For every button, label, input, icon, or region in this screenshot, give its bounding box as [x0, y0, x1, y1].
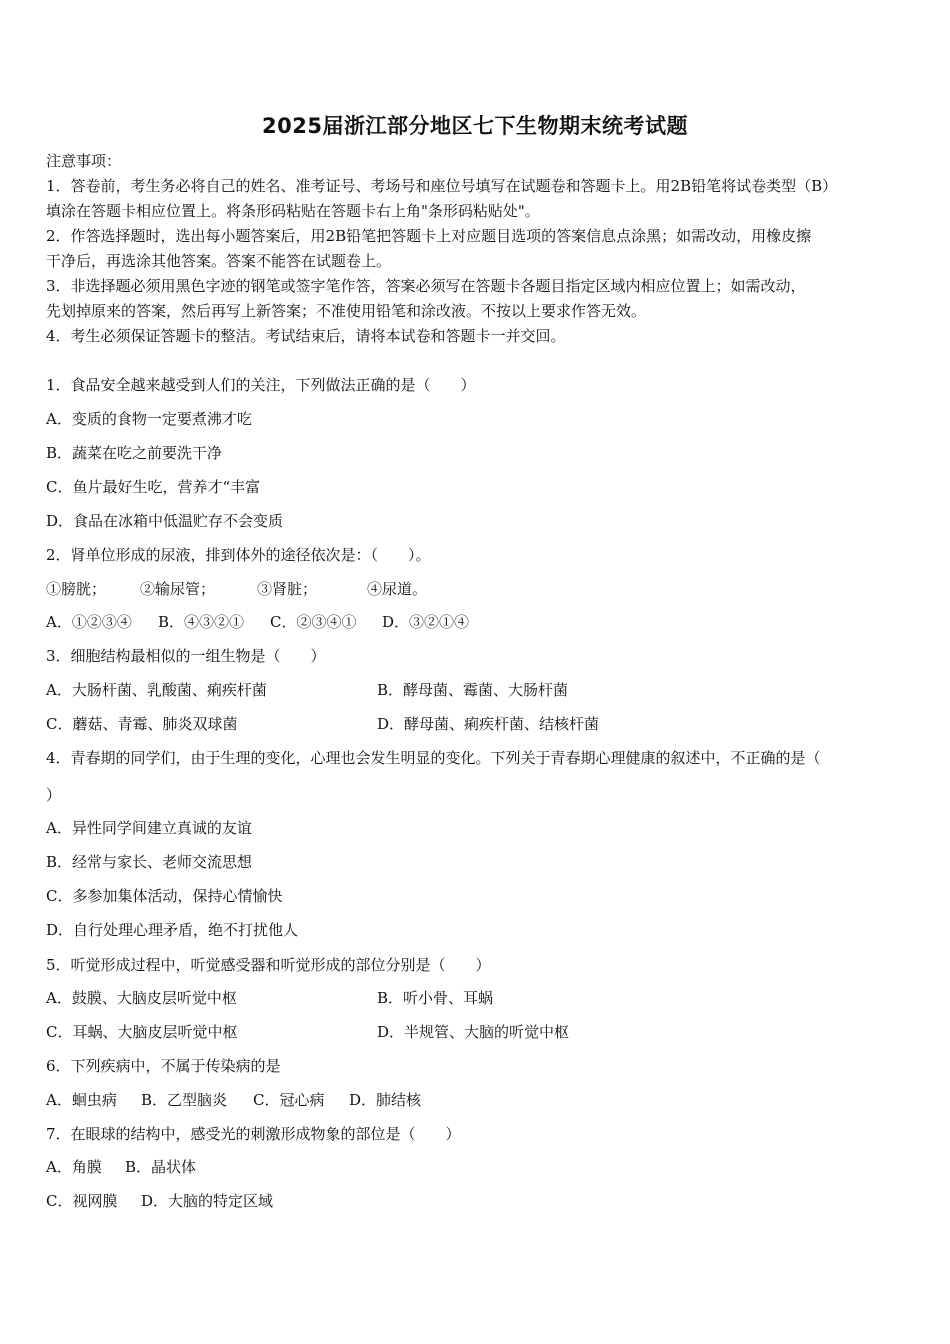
question-6-option-a: A．蛔虫病: [46, 1091, 117, 1109]
question-4-stem: 4．青春期的同学们，由于生理的变化，心理也会发生明显的变化。下列关于青春期心理健康的叙述中，不正确的是（: [46, 749, 821, 767]
question-6-option-b: B．乙型脑炎: [141, 1091, 228, 1109]
question-5-stem: 5．听觉形成过程中，听觉感受器和听觉形成的部位分别是（ ）: [46, 956, 491, 974]
question-1-stem: 1．食品安全越来越受到人们的关注，下列做法正确的是（ ）: [46, 376, 476, 394]
list-item: ③肾脏；: [257, 580, 318, 598]
question-3-option-c: C．蘑菇、青霉、肺炎双球菌: [46, 715, 238, 733]
notice-line: 填涂在答题卡相应位置上。将条形码粘贴在答题卡右上角"条形码粘贴处"。: [46, 202, 540, 220]
question-5-option-b: B．听小骨、耳蜗: [377, 989, 494, 1007]
notice-line: 3．非选择题必须用黑色字迹的钢笔或签字笔作答，答案必须写在答题卡各题目指定区域内相应位置上；如需改动，: [46, 277, 806, 295]
notice-line: 干净后，再选涂其他答案。答案不能答在试题卷上。: [46, 252, 392, 270]
question-7-option-a: A．角膜: [46, 1158, 102, 1176]
question-2-items: [46, 579, 906, 599]
question-7-options-row2: [46, 1191, 906, 1211]
question-6-option-d: D．肺结核: [349, 1091, 422, 1109]
question-7-option-b: B．晶状体: [125, 1158, 197, 1176]
question-4-option-c: C．多参加集体活动，保持心情愉快: [46, 887, 283, 905]
question-5-options-row2: [46, 1022, 906, 1042]
question-5-option-a: A．鼓膜、大脑皮层听觉中枢: [46, 989, 237, 1007]
notice-line: 1．答卷前，考生务必将自己的姓名、准考证号、考场号和座位号填写在试题卷和答题卡上。用2B铅笔将试卷类型（B）: [46, 177, 838, 195]
question-6-option-c: C．冠心病: [253, 1091, 325, 1109]
question-6-stem: 6．下列疾病中，不属于传染病的是: [46, 1057, 281, 1075]
question-4-stem-end: ）: [46, 786, 62, 804]
notice-heading: 注意事项：: [46, 152, 122, 170]
page-title: 2025届浙江部分地区七下生物期末统考试题: [262, 114, 688, 138]
notice-line: 2．作答选择题时，选出每小题答案后，用2B铅笔把答题卡上对应题目选项的答案信息点涂黑；如需改动，用橡皮擦: [46, 227, 812, 245]
question-1-option-d: D．食品在冰箱中低温贮存不会变质: [46, 512, 284, 530]
question-2-option-b: B．④③②①: [158, 613, 245, 631]
list-item: ④尿道。: [367, 580, 428, 598]
question-5-option-d: D．半规管、大脑的听觉中枢: [377, 1023, 570, 1041]
question-3-option-b: B．酵母菌、霉菌、大肠杆菌: [377, 681, 569, 699]
question-2-options: [46, 612, 906, 632]
notice-line: 先划掉原来的答案，然后再写上新答案；不准使用铅笔和涂改液。不按以上要求作答无效。: [46, 302, 647, 320]
list-item: ②输尿管；: [140, 580, 216, 598]
question-7-stem: 7．在眼球的结构中，感受光的刺激形成物象的部位是（ ）: [46, 1125, 461, 1143]
question-7-option-c: C．视网膜: [46, 1192, 118, 1210]
question-4-option-b: B．经常与家长、老师交流思想: [46, 853, 253, 871]
question-3-options-row2: [46, 714, 906, 734]
notice-line: 4．考生必须保证答题卡的整洁。考试结束后，请将本试卷和答题卡一并交回。: [46, 327, 566, 345]
question-3-options-row1: [46, 680, 906, 700]
question-2-stem: 2．肾单位形成的尿液，排到体外的途径依次是：（ ）。: [46, 546, 431, 564]
question-4-option-a: A．异性同学间建立真诚的友谊: [46, 819, 252, 837]
question-1-option-a: A．变质的食物一定要煮沸才吃: [46, 410, 252, 428]
list-item: ①膀胱；: [46, 580, 107, 598]
question-7-options-row1: [46, 1157, 906, 1177]
question-5-options-row1: [46, 988, 906, 1008]
question-5-option-c: C．耳蜗、大脑皮层听觉中枢: [46, 1023, 238, 1041]
question-6-options: [46, 1090, 906, 1110]
question-2-option-a: A．①②③④: [46, 613, 132, 631]
question-3-option-d: D．酵母菌、痢疾杆菌、结核杆菌: [377, 715, 600, 733]
question-1-option-c: C．鱼片最好生吃，营养才“丰富: [46, 478, 261, 496]
question-3-option-a: A．大肠杆菌、乳酸菌、痢疾杆菌: [46, 681, 267, 699]
question-1-option-b: B．蔬菜在吃之前要洗干净: [46, 444, 223, 462]
question-7-option-d: D．大脑的特定区域: [141, 1192, 274, 1210]
question-2-option-c: C．②③④①: [270, 613, 357, 631]
question-3-stem: 3．细胞结构最相似的一组生物是（ ）: [46, 647, 326, 665]
question-2-option-d: D．③②①④: [382, 613, 470, 631]
question-4-option-d: D．自行处理心理矛盾，绝不打扰他人: [46, 921, 299, 939]
